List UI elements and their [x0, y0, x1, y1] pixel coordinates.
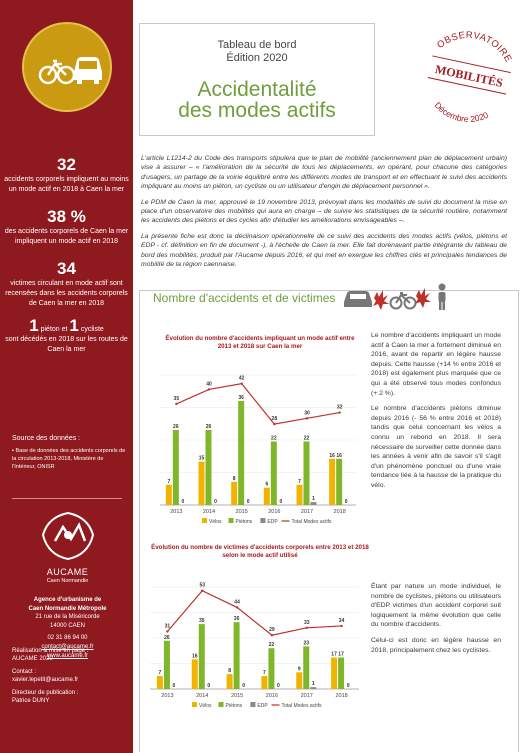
car-icon	[344, 291, 372, 307]
legend-swatch	[250, 702, 255, 707]
data-label: 0	[242, 683, 245, 689]
header-box	[139, 23, 375, 136]
credit-value: AUCAME 2020	[12, 656, 53, 663]
bar	[297, 485, 303, 505]
address-line: 21 rue de la Miséricorde	[35, 614, 100, 621]
line-data-label: 30	[304, 410, 310, 417]
line-point	[166, 630, 168, 632]
legend-label: EDP	[257, 703, 268, 709]
data-label: 15	[198, 455, 205, 462]
bar	[227, 674, 233, 689]
data-label: 22	[271, 435, 277, 442]
data-label: 7	[298, 478, 301, 485]
data-label: 0	[246, 499, 250, 505]
data-label: 0	[181, 499, 185, 505]
x-tick-label: 2018	[333, 509, 346, 515]
data-label: 8	[228, 668, 231, 675]
stat-text: victimes circulant en mode actif sont recensées dans les accidents corporels de Caen la mer en 2018	[5, 280, 128, 307]
data-label: 36	[238, 395, 244, 401]
observatory-stamp	[413, 20, 525, 132]
x-tick-label: 2013	[161, 693, 174, 699]
bar	[303, 646, 309, 689]
x-tick-label: 2016	[268, 509, 281, 515]
bar	[206, 430, 212, 505]
victims-chart	[140, 567, 365, 717]
x-tick-label: 2017	[300, 693, 313, 699]
bar	[166, 485, 172, 505]
data-label: 7	[263, 670, 266, 677]
bar	[336, 459, 342, 505]
credit-label: Réalisation & mise en page :	[12, 648, 89, 654]
line-point	[273, 423, 275, 425]
data-label: 35	[198, 618, 205, 625]
data-label: 9	[297, 666, 301, 673]
bike-car-icon	[24, 24, 114, 114]
line-data-label: 31	[164, 623, 171, 630]
bar	[331, 657, 337, 689]
data-label: 16	[191, 653, 198, 660]
page-title-line: Accidentalité	[197, 78, 317, 101]
agency-line: Caen Normandie Métropole	[28, 605, 107, 612]
address-line: 14000 CAEN	[49, 622, 86, 629]
legend-swatch	[260, 518, 265, 523]
data-label: 1	[311, 681, 315, 688]
data-label: 17	[331, 651, 337, 658]
phone: 02 31 86 94 00	[47, 635, 88, 642]
chart1-title: Évolution du nombre d'accidents impliquant un mode actif entre 2013 et 2018 sur Caen la mer	[165, 335, 355, 350]
credits	[12, 647, 130, 705]
divider	[12, 498, 122, 499]
bar	[296, 672, 302, 689]
bar	[192, 659, 198, 689]
x-tick-label: 2017	[300, 509, 314, 515]
x-tick-label: 2015	[235, 509, 248, 515]
credit-label: Contact :	[12, 668, 37, 675]
data-label: 6	[265, 481, 269, 488]
line-data-label: 29	[269, 627, 275, 634]
legend-label: Vélos	[209, 519, 222, 525]
legend-label: Total Modes actifs	[281, 703, 322, 709]
data-label: 16	[336, 452, 342, 459]
line-point	[306, 627, 308, 629]
data-label: 0	[207, 683, 211, 689]
line-data-label: 28	[271, 416, 278, 423]
header-title: Tableau de bord	[217, 39, 297, 51]
sources-title: Source des données :	[12, 435, 81, 442]
data-label: 17	[338, 651, 344, 658]
data-label: 0	[346, 683, 350, 689]
legend-swatch	[202, 518, 207, 523]
legend-label: Total Modes actifs	[291, 519, 332, 525]
line-point	[338, 411, 340, 413]
intro-paragraph: La présente fiche est donc la déclinaison opérationnelle de ce suivi des accidents des modes actifs (vélos, piétons et EDP - cf. définition en fin de document -), à l'échelle de Caen la mer. Elle fait dorénavant partie intégrante du tableau de bord des mobilités, produit par l'Aucame depuis 2016, et qui met en exergue les chiffres clés et principales tendances de mobilité de la région caennaise.	[141, 232, 507, 269]
agency-line: Agence d'urbanisme de	[33, 597, 102, 603]
bar	[234, 622, 240, 689]
stat-value: 1	[29, 316, 39, 335]
legend-swatch	[229, 518, 234, 523]
data-label: 0	[277, 683, 280, 689]
line-point	[201, 590, 203, 592]
credit-value: xavier.lepetit@aucame.fr	[12, 677, 79, 684]
data-label: 0	[344, 499, 348, 505]
line-point	[271, 634, 273, 636]
credit-value: Patrice DUNY	[12, 698, 50, 705]
stat-text: accidents corporels impliquent au moins un mode actif en 2018 à Caen la mer	[4, 176, 129, 193]
x-tick-label: 2018	[335, 693, 348, 699]
line-data-label: 32	[336, 404, 343, 411]
bar	[231, 482, 237, 505]
x-tick-label: 2016	[265, 693, 279, 699]
bar	[264, 488, 270, 505]
legend-label: Vélos	[199, 703, 212, 709]
email-link[interactable]: contact@aucame.fr	[41, 643, 94, 650]
website-link[interactable]: www.aucame.fr	[46, 652, 88, 659]
total-line	[164, 591, 341, 636]
bar	[199, 624, 205, 689]
analysis-paragraph: Étant par nature un mode individuel, le nombre de cyclistes, piétons ou utilisateurs d'EDP victimes d'un accident corporel suit logiquement la même évolution que celle du nombre d'accidents.	[371, 583, 501, 629]
data-label: 16	[329, 452, 335, 459]
data-label: 7	[158, 670, 162, 677]
line-data-label: 44	[234, 599, 240, 606]
sources-list	[12, 447, 127, 471]
stamp-bottom-text: Décembre 2020	[432, 100, 490, 125]
stamp-main-text: MOBILITÉS	[433, 62, 505, 90]
data-label: 8	[232, 475, 236, 482]
line-point	[208, 388, 210, 390]
bar	[304, 441, 310, 505]
source-item: ▪ Base de données des accidents corporels de la circulation 2013-2018, Ministère de l'Intérieur, ONISR	[12, 447, 127, 471]
line-data-label: 40	[206, 381, 212, 388]
line-data-label: 53	[199, 582, 206, 589]
data-label: 22	[303, 435, 310, 442]
stat-value: 32	[57, 155, 76, 174]
analysis-paragraph: Le nombre d'accidents impliquant un mode actif à Caen la mer a fortement diminué en 2016, avant de repartir en légère hausse depuis. Cette hausse (+14 % entre 2016 et 2018) est également plus marquée que ce qui a été observé tous modes confondus (+ 2 %).	[371, 332, 501, 397]
data-label: 26	[205, 423, 212, 430]
chart2-title: Évolution du nombre de victimes d'accidents corporels entre 2013 et 2018 selon le mode actif utilisé	[151, 544, 369, 559]
data-label: 23	[303, 640, 310, 647]
stat-share	[4, 207, 129, 247]
bar	[173, 430, 179, 505]
credit-label: Directeur de publication :	[12, 689, 79, 696]
line-data-label: 33	[303, 619, 310, 626]
intro-paragraph: Le PDM de Caen la mer, approuvé le 19 novembre 2013, prévoyait dans les modalités de suivi du document la mise en place d'un observatoire des mobilités qui aura en charge – de suivre les statistiques de la sécurité routière, notamment les accidents des piétons et des cycles afin d'étudier les améliorations envisageables –.	[141, 198, 507, 225]
bicycle-icon	[391, 293, 416, 309]
bar	[338, 657, 344, 689]
crash-burst-icon	[373, 290, 389, 310]
stamp-top-text: OBSERVATOIRE	[435, 29, 514, 65]
data-label: 1	[312, 496, 315, 503]
pedestrian-icon	[439, 284, 446, 311]
intro-paragraph: L'article L1214-2 du Code des transports stipulera que le plan de mobilité (anciennement plan de déplacement urbain) vise à assurer – « l'amélioration de la sécurité de tous les déplacements, en opérant, pour chacune des catégories d'usagers, un partage de la voirie équilibré entre les différents modes de transport et en effectuant le suivi des accidents impliquant au moins un piéton, un cycliste ou un utilisateur d'engin de déplacement personnel ».	[141, 155, 507, 191]
data-label: 26	[173, 423, 179, 430]
header-edition: Édition 2020	[226, 52, 288, 64]
analysis-text	[371, 331, 501, 497]
legend-label: Piétons	[225, 703, 243, 709]
analysis-paragraph: Celui-ci est donc en légère hausse en 2018, principalement chez les cyclistes.	[371, 636, 501, 654]
data-label: 36	[233, 616, 240, 623]
data-label: 7	[167, 478, 171, 485]
analysis-text	[371, 582, 501, 661]
bar	[310, 687, 316, 689]
x-tick-label: 2014	[196, 693, 209, 699]
line-data-label: 35	[173, 395, 180, 402]
legend-swatch	[219, 702, 224, 707]
accidents-chart	[150, 355, 362, 533]
legend-label: EDP	[267, 519, 278, 525]
bar	[329, 459, 335, 505]
stat-value: 1	[69, 316, 79, 335]
stat-value: 38 %	[47, 207, 86, 226]
line-data-label: 34	[338, 617, 345, 624]
bar	[268, 648, 274, 689]
bar	[157, 676, 163, 689]
section-icons	[342, 282, 454, 312]
x-tick-label: 2015	[230, 693, 244, 699]
stat-victims	[4, 259, 129, 309]
bar	[261, 676, 267, 689]
stat-text: cycliste	[80, 326, 104, 333]
total-line	[173, 384, 339, 424]
section-title: Nombre d'accidents et de victimes	[153, 291, 336, 305]
line-data-label: 42	[238, 375, 245, 382]
line-point	[175, 403, 177, 405]
aucame-logo	[33, 505, 103, 565]
svg-text:OBSERVATOIRE	[434, 23, 518, 66]
legend-label: Piétons	[235, 519, 253, 525]
bar	[271, 441, 277, 505]
sidebar	[0, 0, 133, 753]
stat-text: piéton et	[40, 326, 68, 333]
intro-text	[141, 154, 507, 275]
bar	[311, 502, 317, 505]
stat-accidents	[4, 155, 129, 195]
bar	[199, 462, 205, 505]
data-label: 0	[172, 683, 176, 689]
line-point	[236, 606, 238, 608]
svg-text:Décembre 2020	[430, 99, 491, 129]
data-label: 0	[279, 499, 283, 505]
stat-text: sont décédés en 2018 sur les routes de Caen la mer	[5, 336, 128, 353]
line-point	[306, 417, 308, 419]
x-tick-label: 2013	[170, 509, 183, 515]
data-label: 26	[164, 634, 170, 641]
aucame-name: AUCAME	[46, 567, 89, 577]
page-title-line: des modes actifs	[178, 99, 336, 122]
data-label: 22	[268, 642, 275, 649]
line-point	[340, 625, 342, 627]
crash-burst-icon	[415, 288, 431, 308]
aucame-subtitle: Caen Normandie	[46, 578, 89, 584]
stat-deaths	[4, 316, 129, 355]
page-title	[140, 79, 374, 121]
data-label: 0	[214, 499, 217, 505]
line-point	[240, 382, 242, 384]
bar	[238, 401, 244, 505]
x-tick-label: 2014	[202, 509, 216, 515]
stat-text: des accidents corporels de Caen la mer impliquent un mode actif en 2018	[4, 228, 129, 245]
stat-value: 34	[57, 259, 76, 278]
legend-swatch	[192, 702, 197, 707]
active-modes-logo	[22, 22, 112, 112]
analysis-paragraph: Le nombre d'accidents piétons diminue depuis 2016 (- 56 % entre 2016 et 2018) tandis que celui concernant les vélos a connu un rebond en 2018. Il sera nécessaire de surveiller cette donnée dans les années à venir afin de savoir s'il s'agit d'un phénomène ponctuel ou d'une vraie tendance liée à la hausse de la pratique du vélo.	[371, 405, 501, 489]
bar	[164, 641, 170, 689]
